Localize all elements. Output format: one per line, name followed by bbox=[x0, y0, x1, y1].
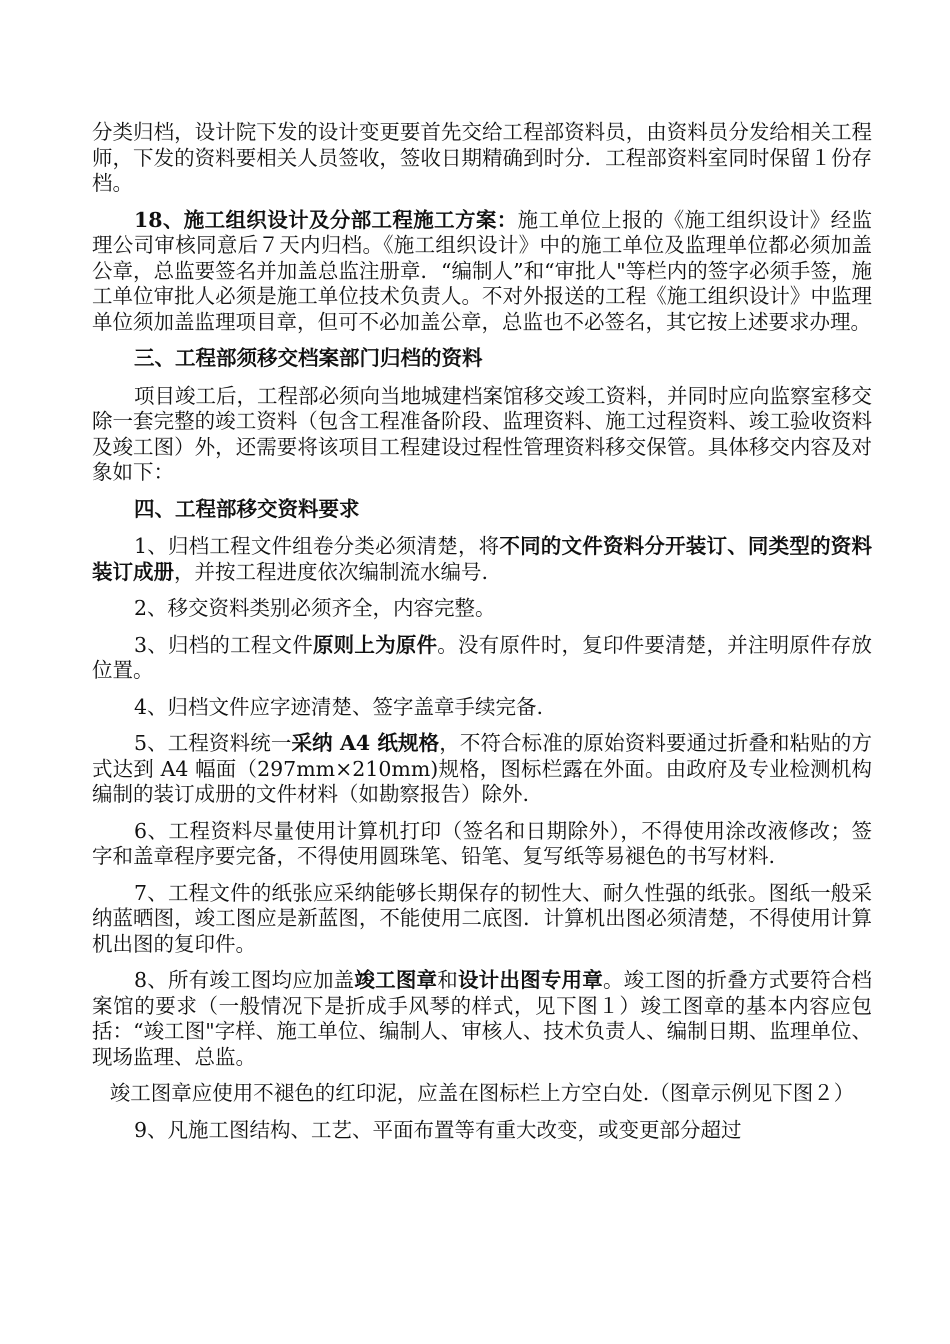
item-3-text-end: 。没有原件时，复印件要清楚，并注明原件存放位置。 bbox=[92, 632, 873, 682]
item-18-body: 施工单位上报的《施工组织设计》经监理公司审核同意后７天内归档。《施工组织设计》中的施工单位及监理单位都必须加盖公章，总监要签名并加盖总监注册章．“编制人”和“审批人"等栏内的签字必须手签，施工单位审批人必须是施工单位技术负责人。不对外报送的工程《施工组织设计》中监理单位须加盖监理项目章，但可不必加盖公章，总监也不必签名，其它按上述要求办理。 bbox=[92, 207, 873, 334]
item-9: 9、凡施工图结构、工艺、平面布置等有重大改变，或变更部分超过 bbox=[134, 1117, 742, 1142]
item-6: 6、工程资料尽量使用计算机打印（签名和日期除外），不得使用涂改液修改；签字和盖章程序要完备，不得使用圆珠笔、铅笔、复写纸等易褪色的书写材料. bbox=[92, 818, 872, 868]
item-5-text-end: ，不符合标准的原始资料要通过折叠和粘贴的方式达到 A4 幅面（297mm×210mm)规格，图标栏露在外面。由政府及专业检测机构编制的装订成册的文件材料（如勘察报告）除外. bbox=[92, 731, 873, 806]
item-1 bbox=[92, 534, 872, 585]
item-1-text: 1、归档工程文件组卷分类必须清楚，将 bbox=[134, 534, 500, 558]
item-8-bold-1: 竣工图章 bbox=[354, 968, 438, 992]
document-page bbox=[92, 120, 872, 1154]
section-4-heading: 四、工程部移交资料要求 bbox=[134, 496, 360, 521]
item-8 bbox=[92, 968, 872, 1070]
item-1-text-end: ，并按工程进度依次编制流水编号. bbox=[174, 559, 489, 584]
item-8-text: 8、所有竣工图均应加盖 bbox=[134, 968, 355, 992]
stamp-note: 竣工图章应使用不褪色的红印泥，应盖在图标栏上方空白处.（图章示例见下图２） bbox=[109, 1081, 855, 1105]
item-2: 2、移交资料类别必须齐全，内容完整。 bbox=[134, 596, 496, 620]
item-1-bold: 不同的文件资料分开装订、同类型的资料装订成册 bbox=[92, 534, 872, 584]
item-7: 7、工程文件的纸张应采纳能够长期保存的韧性大、耐久性强的纸张。图纸一般采纳蓝晒图，竣工图应是新蓝图，不能使用二底图．计算机出图必须清楚，不得使用计算机出图的复印件。 bbox=[92, 880, 872, 956]
item-3-text: 3、归档的工程文件 bbox=[134, 632, 313, 657]
item-8-text-end: 。竣工图的折叠方式要符合档案馆的要求（一般情况下是折成手风琴的样式，见下图１）竣工图章的基本内容应包括：“竣工图"字样、施工单位、编制人、审核人、技术负责人、编制日期、监理单位、现场监理、总监。 bbox=[92, 968, 873, 1069]
section-3-body: 项目竣工后，工程部必须向当地城建档案馆移交竣工资料，并同时应向监察室移交除一套完整的竣工资料（包含工程准备阶段、监理资料、施工过程资料、竣工验收资料及竣工图）外，还需要将该项目工程建设过程性管理资料移交保管。具体移交内容及对象如下： bbox=[92, 383, 872, 484]
item-5-text: 5、工程资料统一 bbox=[134, 731, 292, 755]
item-4: 4、归档文件应字迹清楚、签字盖章手续完备. bbox=[134, 694, 544, 719]
item-18-heading: 18、施工组织设计及分部工程施工方案： bbox=[134, 207, 518, 232]
paragraph-continuation: 分类归档，设计院下发的设计变更要首先交给工程部资料员，由资料员分发给相关工程师，下发的资料要相关人员签收，签收日期精确到时分．工程部资料室同时保留１份存档。 bbox=[92, 120, 872, 195]
item-5 bbox=[92, 731, 872, 808]
item-3 bbox=[92, 633, 872, 684]
section-3-heading: 三、工程部须移交档案部门归档的资料 bbox=[134, 346, 483, 370]
item-8-bold-2: 设计出图专用章 bbox=[457, 968, 603, 992]
item-18 bbox=[92, 208, 872, 336]
item-5-bold: 采纳 A4 纸规格 bbox=[291, 731, 440, 755]
item-3-bold: 原则上为原件 bbox=[312, 632, 438, 657]
item-8-and: 和 bbox=[437, 968, 458, 992]
